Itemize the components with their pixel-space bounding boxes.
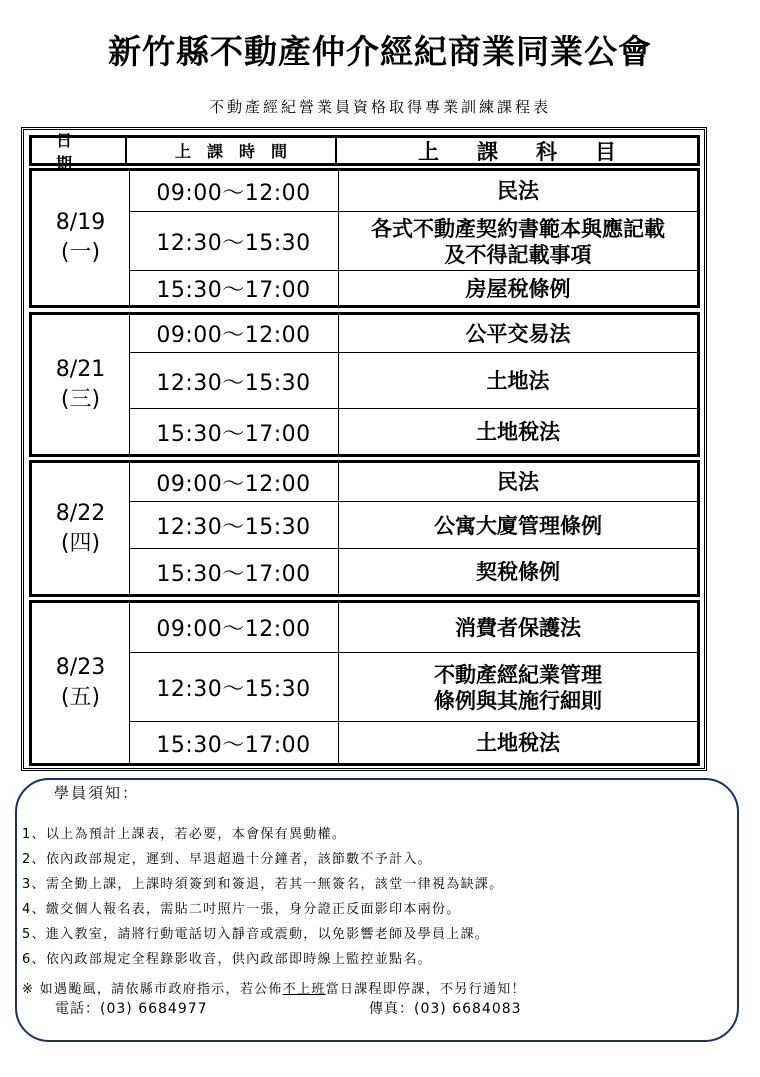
day-weekday: (一) [60, 240, 101, 265]
day-date-cell [32, 603, 130, 763]
day-weekday: (五) [60, 685, 101, 710]
class-time: 15:30〜17:00 [129, 722, 339, 764]
class-subject-line1: 不動產經紀業管理 [434, 662, 602, 687]
notice-item: 2、依內政部規定，遲到、早退超過十分鐘者，該節數不予計入。 [22, 852, 432, 867]
table-row [129, 721, 697, 764]
header-time: 上課時間 [127, 138, 337, 163]
day-date: 8/19 [55, 210, 106, 235]
class-subject: 民法 [497, 470, 539, 494]
class-subject-line2: 條例與其施行細則 [434, 688, 602, 713]
page-title: 新竹縣不動產仲介經紀商業同業公會 [108, 32, 652, 71]
class-subject: 公平交易法 [465, 321, 571, 346]
class-time: 15:30〜17:00 [129, 271, 339, 306]
day-block-0821 [29, 312, 700, 457]
day-date-cell [32, 463, 130, 594]
notice-item: 5、進入教室，請將行動電話切入靜音或震動，以免影響老師及學員上課。 [22, 927, 490, 942]
notice-item: 3、需全勤上課，上課時須簽到和簽退，若其一無簽名，該堂一律視為缺課。 [22, 877, 504, 892]
table-row [129, 270, 697, 306]
day-weekday: (三) [60, 386, 101, 412]
typhoon-text-pre: ※ 如遇颱風，請依縣市政府指示，若公佈 [22, 982, 283, 997]
class-subject: 房屋稅條例 [465, 276, 571, 301]
table-row [129, 408, 697, 455]
class-time: 12:30〜15:30 [129, 502, 339, 549]
table-row [129, 171, 697, 211]
table-row [129, 652, 697, 722]
student-notice-box [15, 778, 739, 1042]
fax-number: 傳真：(03) 6684083 [369, 1001, 522, 1017]
notice-item: 6、依內政部規定全程錄影收音，供內政部即時線上監控並點名。 [22, 952, 432, 967]
class-subject: 民法 [497, 179, 539, 203]
class-time: 09:00〜12:00 [129, 603, 339, 652]
typhoon-text-underline: 不上班 [282, 982, 326, 997]
class-time: 09:00〜12:00 [129, 463, 339, 501]
class-time: 15:30〜17:00 [129, 549, 339, 595]
class-subject-line2: 及不得記載事項 [444, 242, 592, 267]
class-time: 15:30〜17:00 [129, 409, 339, 455]
class-subject: 土地法 [486, 369, 550, 393]
day-date-cell [32, 315, 130, 454]
table-row [129, 501, 697, 549]
class-time: 09:00〜12:00 [129, 315, 339, 352]
class-time: 12:30〜15:30 [129, 653, 339, 722]
notice-item: 1、以上為預計上課表，若必要，本會保有異動權。 [22, 827, 347, 842]
table-row [129, 211, 697, 271]
class-subject: 消費者保護法 [455, 615, 581, 640]
class-subject: 土地稅法 [476, 731, 560, 755]
day-weekday: (四) [60, 530, 101, 556]
header-date: 日期 [32, 138, 127, 163]
phone-number: 電話：(03) 6684977 [55, 1001, 208, 1017]
class-subject: 土地稅法 [476, 420, 560, 444]
class-subject: 公寓大廈管理條例 [434, 513, 602, 538]
notice-heading: 學員須知： [54, 784, 140, 802]
day-block-0819 [29, 168, 700, 308]
table-row [129, 548, 697, 595]
table-row [129, 315, 697, 352]
class-time: 12:30〜15:30 [129, 353, 339, 409]
day-date: 8/23 [55, 655, 106, 680]
notice-item: 4、繳交個人報名表，需貼二吋照片一張，身分證正反面影印本兩份。 [22, 902, 461, 917]
day-block-0822 [29, 460, 700, 597]
class-time: 09:00〜12:00 [129, 171, 339, 211]
class-subject-line1: 各式不動產契約書範本與應記載 [371, 216, 665, 241]
table-row [129, 463, 697, 501]
day-date: 8/22 [55, 500, 106, 526]
class-subject [339, 653, 697, 722]
day-date: 8/21 [55, 356, 106, 382]
class-subject [339, 212, 697, 271]
typhoon-text-post: 當日課程即停課，不另行通知！ [325, 982, 526, 997]
class-subject: 契稅條例 [476, 560, 560, 584]
day-date-cell [32, 171, 130, 305]
table-header [29, 130, 700, 173]
typhoon-notice [22, 978, 526, 997]
header-subject: 上課科目 [418, 139, 654, 164]
day-block-0823 [29, 600, 700, 766]
class-time: 12:30〜15:30 [129, 212, 339, 271]
table-row [129, 603, 697, 652]
page-subtitle: 不動產經紀營業員資格取得專業訓練課程表 [208, 98, 551, 116]
table-row [129, 352, 697, 409]
